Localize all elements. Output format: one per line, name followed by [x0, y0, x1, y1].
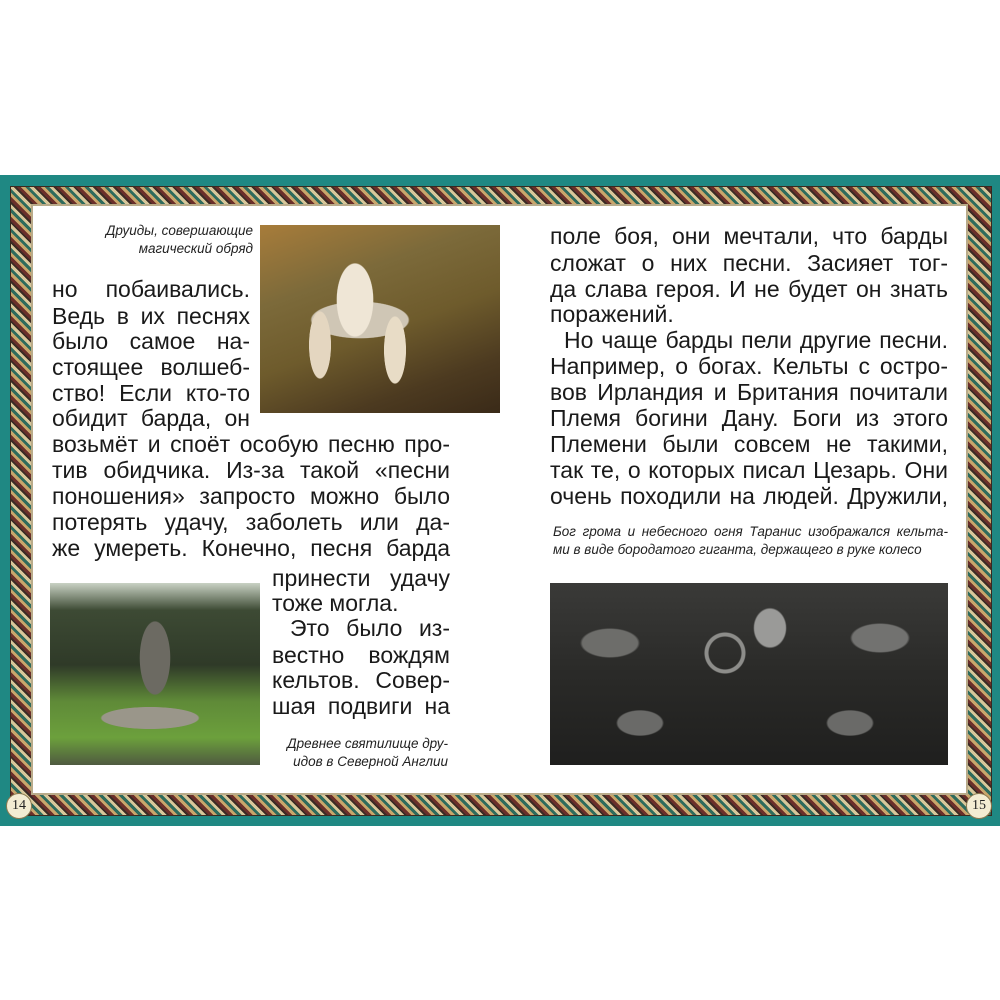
text-line: было самое на-: [52, 328, 250, 354]
text-line: поношения» запросто можно было: [52, 483, 450, 509]
caption-line: Друиды, совершающие: [105, 223, 253, 238]
text-line: же умереть. Конечно, песня барда: [52, 535, 450, 561]
page-number-right: 15: [966, 793, 992, 819]
text-line: Это было из-: [290, 615, 450, 641]
text-line: поражений.: [550, 301, 674, 327]
text-line: ство! Если кто-то: [52, 380, 250, 406]
text-line: кельтов. Совер-: [272, 667, 450, 693]
text-line: Но чаще барды пели другие песни.: [564, 327, 948, 353]
caption-line: ми в виде бородатого гиганта, держащего в руке колесо: [553, 542, 922, 557]
text-line: тоже могла.: [272, 590, 399, 616]
druid-sanctuary-image: [50, 583, 260, 765]
text-line: очень походили на людей. Дружили,: [550, 483, 948, 509]
text-line: шая подвиги на: [272, 693, 450, 719]
caption-line: идов в Северной Англии: [293, 754, 448, 769]
caption-line: Древнее святилище дру-: [287, 736, 448, 751]
text-line: вов Ирландия и Британия почитали: [550, 379, 948, 405]
text-line: принести удачу: [272, 565, 450, 591]
text-line: Например, о богах. Кельты с остро-: [550, 353, 948, 379]
text-line: тив обидчика. Из-за такой «песни: [52, 457, 450, 483]
text-line: сложат о них песни. Засияет тог-: [550, 250, 948, 276]
text-line: вестно вождям: [272, 642, 450, 668]
caption-taranis: [553, 523, 948, 559]
text-line: поле боя, они мечтали, что барды: [550, 223, 948, 249]
caption-sanctuary: [260, 735, 448, 771]
caption-line: магический обряд: [138, 241, 253, 256]
caption-druids: [60, 222, 253, 258]
text-line: Племя богини Дану. Боги из этого: [550, 405, 948, 431]
text-line: Племени были совсем не такими,: [550, 431, 948, 457]
text-line: но побаивались.: [52, 276, 250, 302]
text-line: Ведь в их песнях: [52, 303, 250, 329]
text-line: так те, о которых писал Цезарь. Они: [550, 457, 948, 483]
caption-line: Бог грома и небесного огня Таранис изображался кельта-: [553, 524, 948, 539]
taranis-cauldron-image: [550, 583, 948, 765]
page-number-left: 14: [6, 793, 32, 819]
druids-ritual-image: [260, 225, 500, 413]
text-line: возьмёт и споёт особую песню про-: [52, 431, 450, 457]
text-line: стоящее волшеб-: [52, 354, 250, 380]
text-line: обидит барда, он: [52, 405, 250, 431]
text-line: потерять удачу, заболеть или да-: [52, 509, 450, 535]
text-line: да слава героя. И не будет он знать: [550, 276, 948, 302]
